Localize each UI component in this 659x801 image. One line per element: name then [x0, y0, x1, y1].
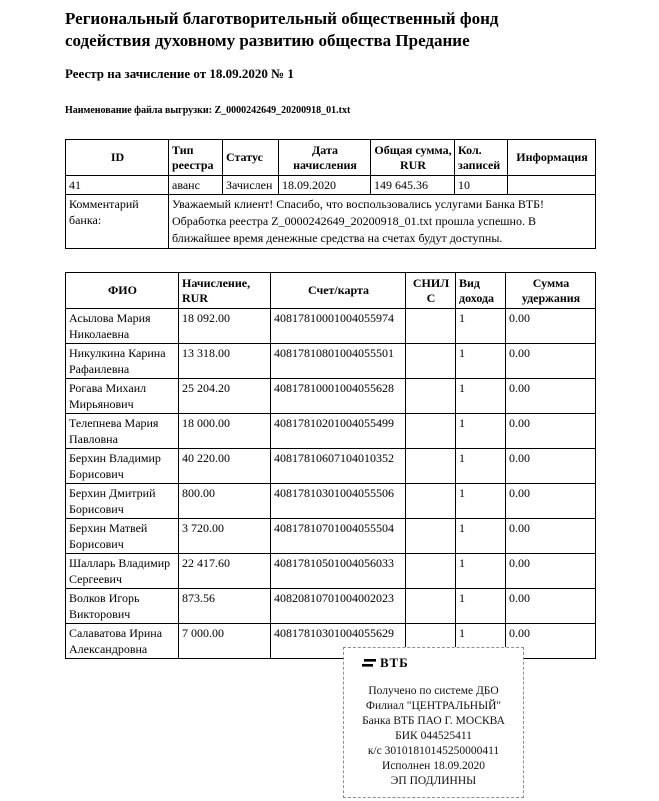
registry-header-row [66, 140, 596, 176]
payee-cell [406, 414, 456, 449]
payee-cell: 1 [456, 624, 506, 659]
payee-cell [406, 379, 456, 414]
payees-header-row [66, 273, 596, 309]
payee-cell: 873.56 [179, 589, 271, 624]
payees-header-cell: Счет/карта [271, 273, 406, 309]
payee-cell: 18 092.00 [179, 309, 271, 344]
payee-cell: 800.00 [179, 484, 271, 519]
payee-cell [406, 589, 456, 624]
payee-cell: 25 204.20 [179, 379, 271, 414]
registry-header-cell: Статус [223, 140, 279, 176]
payee-cell: 0.00 [506, 484, 596, 519]
payees-header-cell: ФИО [66, 273, 179, 309]
stamp-line: Банка ВТБ ПАО Г. МОСКВА [362, 715, 505, 727]
payees-table [65, 272, 596, 659]
payee-cell [406, 449, 456, 484]
registry-cell: 41 [66, 176, 169, 195]
payee-cell: 3 720.00 [179, 519, 271, 554]
payee-cell [406, 484, 456, 519]
payee-cell: Берхин Дмитрий Борисович [66, 484, 179, 519]
payee-cell: 1 [456, 589, 506, 624]
payees-header-cell: Сумма удержания [506, 273, 596, 309]
vtb-logo [362, 655, 519, 671]
payee-cell: Шалларь Владимир Сергеевич [66, 554, 179, 589]
registry-cell: 149 645.36 [371, 176, 455, 195]
vtb-logo-icon [362, 658, 376, 669]
registry-cell: аванс [169, 176, 223, 195]
payee-cell: 13 318.00 [179, 344, 271, 379]
registry-cell: 18.09.2020 [279, 176, 371, 195]
payee-cell: 1 [456, 484, 506, 519]
payee-row [66, 309, 596, 344]
payee-cell: 0.00 [506, 414, 596, 449]
payee-row [66, 484, 596, 519]
bank-comment-row [66, 195, 596, 249]
payee-cell: Салаватова Ирина Александровна [66, 624, 179, 659]
page-title-line1: Региональный благотворительный общественный фонд [65, 9, 499, 28]
payee-cell: 40820810701004002023 [271, 589, 406, 624]
payee-cell: 1 [456, 519, 506, 554]
stamp-line: Получено по системе ДБО [368, 685, 499, 697]
registry-header-cell: Дата начисления [279, 140, 371, 176]
payee-cell [406, 554, 456, 589]
stamp-line: ЭП ПОДЛИННЫ [390, 775, 477, 787]
payee-cell: 0.00 [506, 589, 596, 624]
payee-cell: Никулкина Карина Рафаилевна [66, 344, 179, 379]
payee-cell: 0.00 [506, 519, 596, 554]
page-title-line2: содействия духовному развитию общества Предание [65, 31, 470, 50]
payee-cell: 18 000.00 [179, 414, 271, 449]
payee-cell: 40817810001004055628 [271, 379, 406, 414]
payee-row [66, 414, 596, 449]
payee-cell: Берхин Матвей Борисович [66, 519, 179, 554]
payee-cell: 1 [456, 344, 506, 379]
payee-cell: 1 [456, 554, 506, 589]
payee-cell: 1 [456, 414, 506, 449]
bank-stamp [343, 647, 524, 798]
stamp-line: к/с 30101810145250000411 [367, 745, 500, 757]
registry-header-cell: Информация [508, 140, 596, 176]
registry-header-cell: ID [66, 140, 169, 176]
payee-row [66, 519, 596, 554]
payee-cell: Волков Игорь Викторович [66, 589, 179, 624]
payee-cell: Асылова Мария Николаевна [66, 309, 179, 344]
payee-cell: 40817810607104010352 [271, 449, 406, 484]
payee-row [66, 344, 596, 379]
payee-cell: 40817810701004055504 [271, 519, 406, 554]
payee-cell: 40817810201004055499 [271, 414, 406, 449]
registry-header-cell: Общая сумма, RUR [371, 140, 455, 176]
payee-cell: 40817810501004056033 [271, 554, 406, 589]
payee-cell: 40817810001004055974 [271, 309, 406, 344]
payees-header-cell: Начисление, RUR [179, 273, 271, 309]
payee-cell: 22 417.60 [179, 554, 271, 589]
payee-cell: Рогава Михаил Мирьянович [66, 379, 179, 414]
bank-comment-text: Уважаемый клиент! Спасибо, что воспользовались услугами Банка ВТБ! Обработка реестра Z_0000242649_20200918_01.txt прошла успешно. В ближайшее время денежные средства на счетах будут доступны. [169, 195, 596, 249]
registry-table [65, 139, 596, 249]
payee-cell: 1 [456, 379, 506, 414]
registry-header-cell: Кол. записей [455, 140, 508, 176]
payee-cell [406, 309, 456, 344]
bank-comment-label: Комментарий банка: [66, 195, 169, 249]
payee-cell: 40817810301004055506 [271, 484, 406, 519]
payee-cell: 0.00 [506, 379, 596, 414]
payee-cell: 0.00 [506, 344, 596, 379]
payee-cell: 0.00 [506, 554, 596, 589]
registry-cell: 10 [455, 176, 508, 195]
payee-row [66, 449, 596, 484]
payee-row [66, 554, 596, 589]
payee-cell: 40817810301004055629 [271, 624, 406, 659]
payees-table-body [66, 309, 596, 659]
stamp-text [348, 684, 519, 789]
payee-cell: 40817810801004055501 [271, 344, 406, 379]
payee-cell: 7 000.00 [179, 624, 271, 659]
registry-cell [508, 176, 596, 195]
payees-header-cell: СНИЛС [406, 273, 456, 309]
payee-row [66, 379, 596, 414]
payee-cell: 0.00 [506, 624, 596, 659]
payee-cell: Берхин Владимир Борисович [66, 449, 179, 484]
stamp-line: БИК 044525411 [395, 730, 472, 742]
registry-header-cell: Тип реестра [169, 140, 223, 176]
payee-cell: Телепнева Мария Павловна [66, 414, 179, 449]
payee-cell: 1 [456, 449, 506, 484]
page-title [65, 8, 605, 52]
registry-subtitle: Реестр на зачисление от 18.09.2020 № 1 [65, 66, 294, 81]
payee-cell: 0.00 [506, 449, 596, 484]
payee-cell: 0.00 [506, 309, 596, 344]
payee-cell [406, 344, 456, 379]
payee-row [66, 589, 596, 624]
payees-header-cell: Вид дохода [456, 273, 506, 309]
stamp-line: Филиал "ЦЕНТРАЛЬНЫЙ" [365, 700, 502, 712]
registry-cell: Зачислен [223, 176, 279, 195]
file-name-label: Наименование файла выгрузки: Z_0000242649_20200918_01.txt [65, 105, 351, 116]
stamp-line: Исполнен 18.09.2020 [382, 760, 485, 772]
vtb-logo-text: ВТБ [380, 655, 409, 670]
registry-data-row [66, 176, 596, 195]
payee-cell: 40 220.00 [179, 449, 271, 484]
payee-cell: 1 [456, 309, 506, 344]
payee-cell [406, 519, 456, 554]
